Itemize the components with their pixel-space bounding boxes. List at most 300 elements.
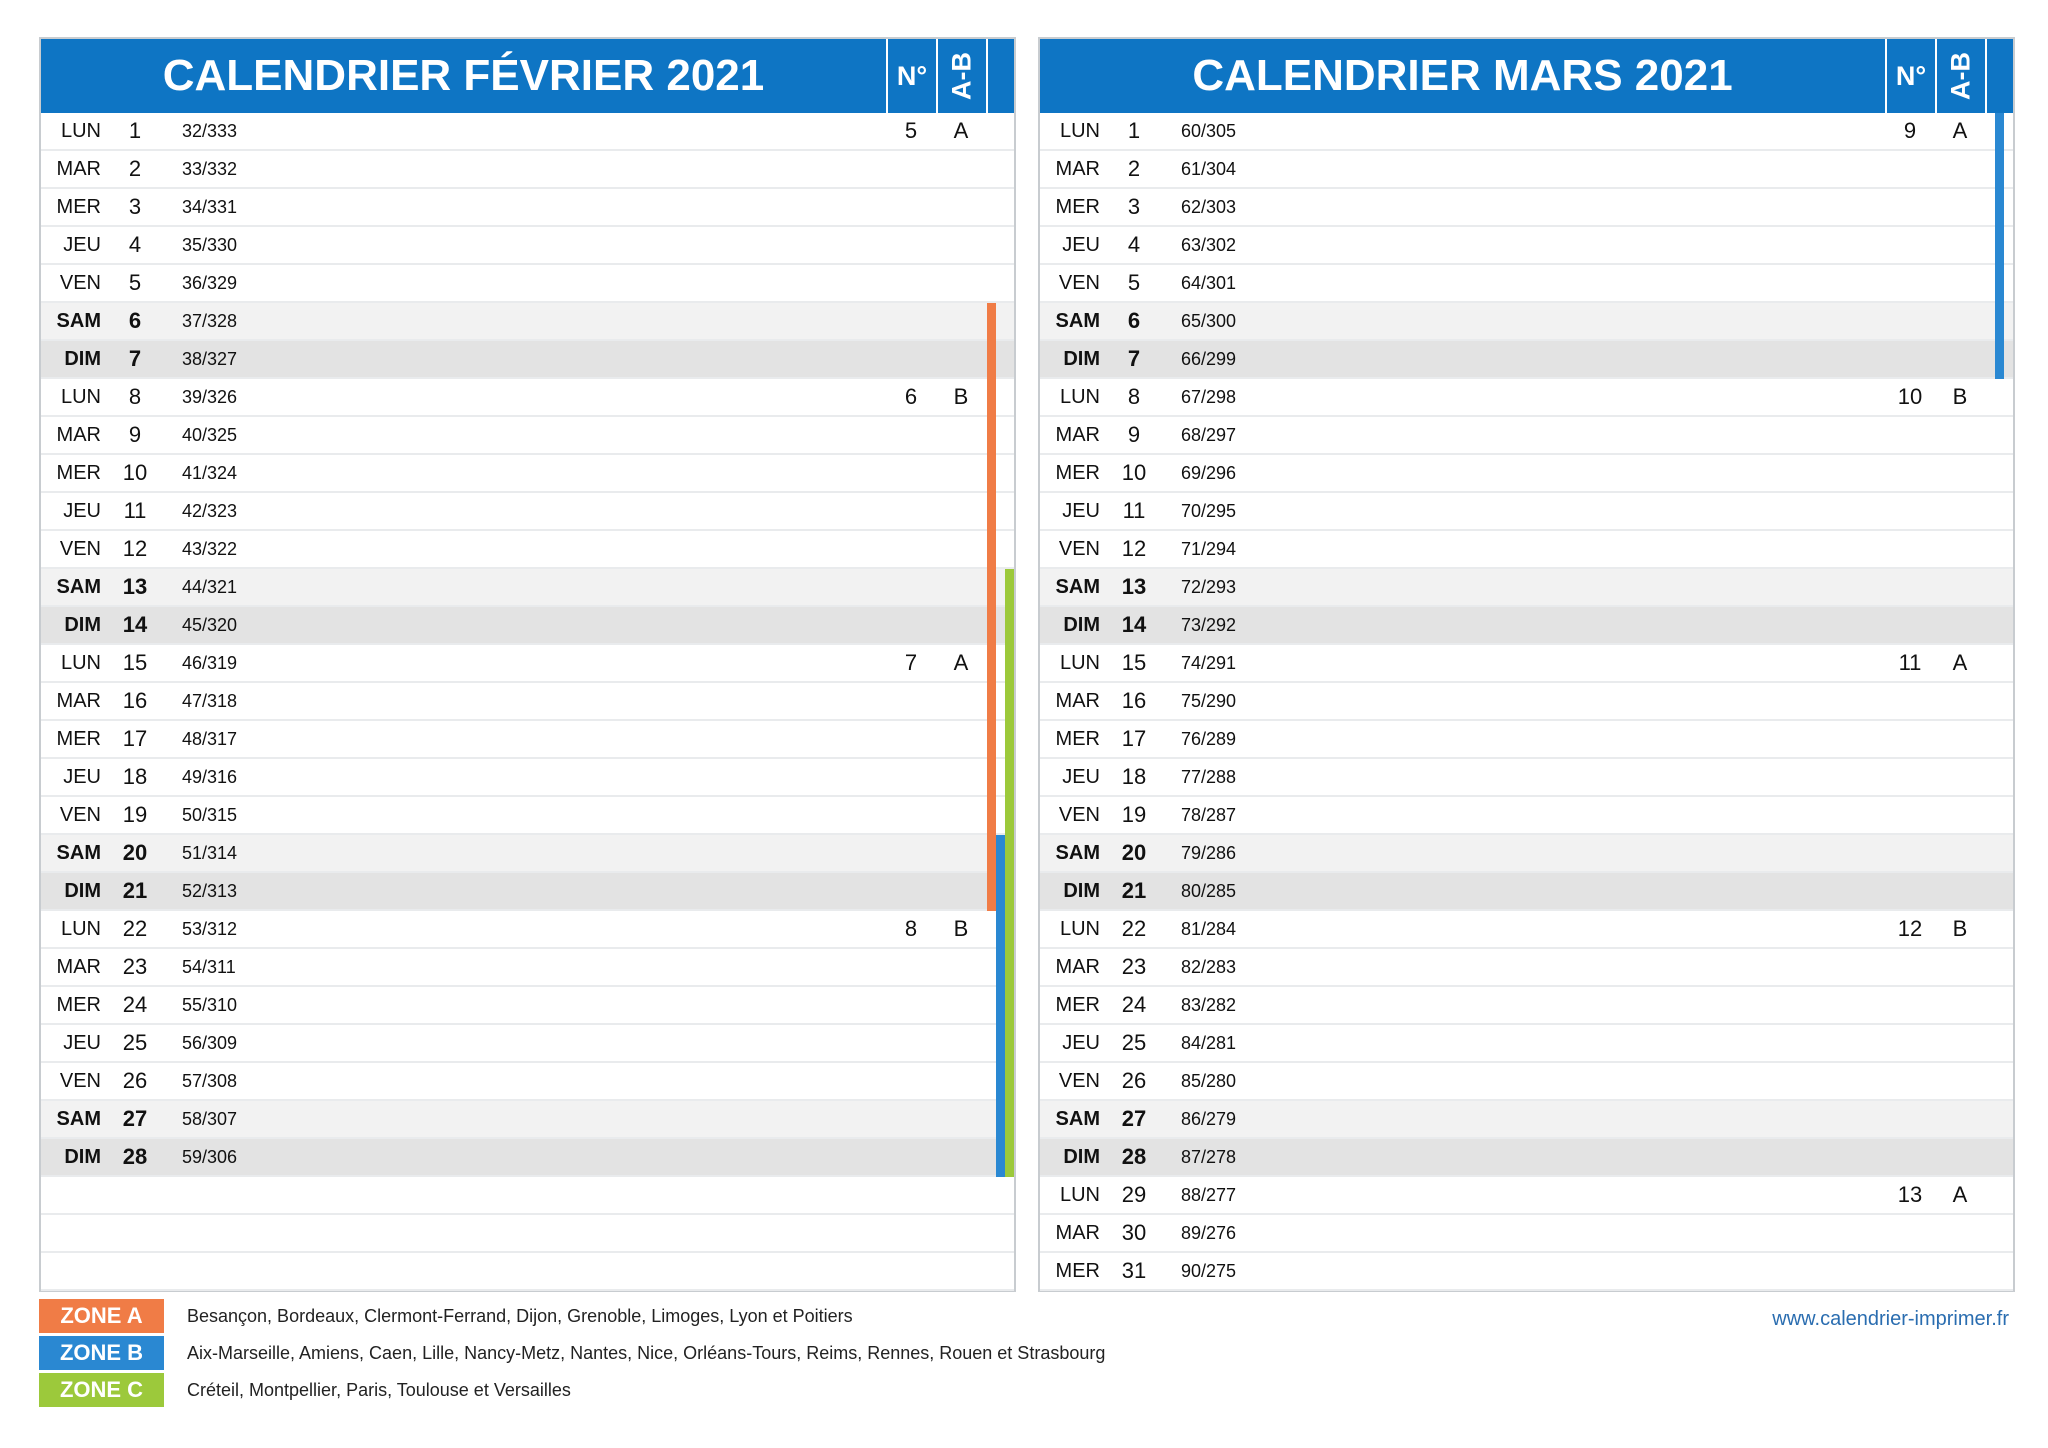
day-of-year: 62/303 — [1181, 197, 1237, 217]
week-number: 8 — [904, 916, 918, 941]
day-row — [41, 987, 1014, 1025]
day-row — [41, 873, 1014, 911]
day-of-year: 32/333 — [182, 121, 238, 141]
day-row — [41, 189, 1014, 227]
day-of-year: 88/277 — [1181, 1185, 1237, 1205]
week-number: 11 — [1898, 650, 1922, 675]
zone-a-holiday-bar — [987, 417, 996, 455]
day-of-year: 64/301 — [1181, 273, 1237, 293]
zone-c-holiday-bar — [1005, 1101, 1014, 1139]
zone-a-holiday-bar — [987, 303, 996, 341]
month-header — [1040, 39, 2013, 113]
day-of-year: 89/276 — [1181, 1223, 1237, 1243]
day-number: 20 — [122, 840, 148, 865]
day-number: 29 — [1121, 1182, 1147, 1207]
zone-c-holiday-bar — [1005, 759, 1014, 797]
day-number: 20 — [1121, 840, 1147, 865]
day-row — [41, 531, 1014, 569]
zone-b-holiday-bar — [996, 1139, 1005, 1177]
day-row — [1040, 645, 2013, 683]
day-name: DIM — [1063, 1146, 1100, 1168]
zone-a-holiday-bar — [987, 531, 996, 569]
day-of-year: 79/286 — [1181, 843, 1237, 863]
month-title: CALENDRIER FÉVRIER 2021 — [162, 51, 765, 100]
week-ab: A — [953, 650, 969, 675]
day-name: MAR — [1055, 690, 1100, 712]
day-number: 11 — [1122, 498, 1146, 523]
zone-b-holiday-bar — [996, 1025, 1005, 1063]
day-name: JEU — [1062, 234, 1100, 256]
day-of-year: 80/285 — [1181, 881, 1237, 901]
zone-a-holiday-bar — [987, 835, 996, 873]
day-row — [41, 1139, 1014, 1177]
day-number: 12 — [1121, 536, 1147, 561]
day-number: 2 — [1127, 156, 1141, 181]
zone-c-holiday-bar — [1005, 721, 1014, 759]
day-of-year: 83/282 — [1181, 995, 1237, 1015]
day-name: VEN — [1058, 538, 1100, 560]
day-name: MAR — [56, 690, 101, 712]
day-number: 16 — [122, 688, 148, 713]
day-number: 26 — [122, 1068, 148, 1093]
day-name: DIM — [64, 348, 101, 370]
day-of-year: 48/317 — [182, 729, 238, 749]
week-number: 5 — [904, 118, 918, 143]
day-number: 31 — [1121, 1258, 1147, 1283]
zone-column-header — [986, 39, 1016, 113]
day-row — [1040, 1025, 2013, 1063]
day-name: DIM — [1063, 348, 1100, 370]
day-row — [1040, 379, 2013, 417]
day-number: 10 — [122, 460, 148, 485]
empty-row — [41, 1177, 1014, 1215]
empty-row — [41, 1253, 1014, 1291]
day-of-year: 34/331 — [182, 197, 238, 217]
day-row — [41, 835, 1014, 873]
day-row — [1040, 721, 2013, 759]
day-row — [1040, 531, 2013, 569]
day-number: 5 — [128, 270, 142, 295]
day-name: VEN — [59, 1070, 101, 1092]
zone-a-holiday-bar — [987, 759, 996, 797]
zone-a-cities: Besançon, Bordeaux, Clermont-Ferrand, Dijon, Grenoble, Limoges, Lyon et Poitiers — [187, 1306, 853, 1326]
day-name: SAM — [1055, 842, 1100, 864]
zone-c-holiday-bar — [1005, 873, 1014, 911]
day-row — [1040, 493, 2013, 531]
day-of-year: 52/313 — [182, 881, 238, 901]
day-row — [1040, 341, 2013, 379]
zone-b-holiday-bar — [1995, 303, 2004, 341]
day-number: 3 — [1127, 194, 1141, 219]
day-number: 16 — [1121, 688, 1147, 713]
zone-a-holiday-bar — [987, 721, 996, 759]
calendar-month-february — [39, 37, 1016, 1292]
day-of-year: 38/327 — [182, 349, 238, 369]
zone-b-holiday-bar — [1995, 113, 2004, 151]
day-of-year: 85/280 — [1181, 1071, 1237, 1091]
day-number: 13 — [1121, 574, 1147, 599]
day-name: SAM — [56, 310, 101, 332]
day-row — [41, 1101, 1014, 1139]
zone-a-badge: ZONE A — [39, 1299, 164, 1333]
day-number: 30 — [1121, 1220, 1147, 1245]
zone-c-holiday-bar — [1005, 949, 1014, 987]
day-number: 12 — [122, 536, 148, 561]
day-row — [1040, 417, 2013, 455]
day-of-year: 71/294 — [1181, 539, 1237, 559]
day-name: MER — [56, 462, 101, 484]
week-ab: A — [1952, 1182, 1968, 1207]
day-name: MER — [1055, 728, 1100, 750]
day-row — [41, 493, 1014, 531]
day-of-year: 63/302 — [1181, 235, 1237, 255]
day-name: SAM — [56, 576, 101, 598]
day-number: 26 — [1121, 1068, 1147, 1093]
zone-b-badge: ZONE B — [39, 1336, 164, 1370]
day-of-year: 76/289 — [1181, 729, 1237, 749]
day-name: MAR — [1055, 424, 1100, 446]
day-row — [41, 949, 1014, 987]
day-number: 27 — [122, 1106, 148, 1131]
day-number: 24 — [122, 992, 148, 1017]
day-name: SAM — [1055, 310, 1100, 332]
day-row — [1040, 1253, 2013, 1291]
day-name: MER — [1055, 1260, 1100, 1282]
day-row — [41, 1063, 1014, 1101]
zone-b-holiday-bar — [996, 835, 1005, 873]
day-name: LUN — [1059, 120, 1100, 142]
day-of-year: 81/284 — [1181, 919, 1237, 939]
day-name: JEU — [63, 234, 101, 256]
day-of-year: 75/290 — [1181, 691, 1237, 711]
day-number: 7 — [1127, 346, 1141, 371]
day-row — [41, 645, 1014, 683]
day-number: 23 — [122, 954, 148, 979]
day-of-year: 86/279 — [1181, 1109, 1237, 1129]
day-row — [41, 379, 1014, 417]
day-number: 9 — [1127, 422, 1141, 447]
day-name: VEN — [59, 804, 101, 826]
day-name: MER — [1055, 196, 1100, 218]
zone-a-holiday-bar — [987, 569, 996, 607]
zone-a-holiday-bar — [987, 455, 996, 493]
day-number: 8 — [1127, 384, 1141, 409]
day-name: SAM — [1055, 1108, 1100, 1130]
day-name: VEN — [1058, 1070, 1100, 1092]
day-number: 11 — [123, 498, 147, 523]
day-name: MAR — [56, 956, 101, 978]
zone-a-holiday-bar — [987, 379, 996, 417]
day-of-year: 73/292 — [1181, 615, 1237, 635]
day-number: 6 — [1127, 308, 1141, 333]
week-ab-header: A-B — [936, 39, 986, 113]
day-of-year: 53/312 — [182, 919, 238, 939]
week-number: 6 — [904, 384, 918, 409]
zone-c-cities: Créteil, Montpellier, Paris, Toulouse et Versailles — [187, 1380, 571, 1400]
day-name: MER — [1055, 462, 1100, 484]
day-row — [1040, 949, 2013, 987]
day-number: 5 — [1127, 270, 1141, 295]
day-row — [41, 303, 1014, 341]
day-name: SAM — [56, 842, 101, 864]
day-row — [41, 569, 1014, 607]
zone-b-holiday-bar — [996, 911, 1005, 949]
day-number: 19 — [1121, 802, 1147, 827]
day-of-year: 43/322 — [182, 539, 238, 559]
day-name: MER — [56, 196, 101, 218]
day-row — [1040, 835, 2013, 873]
day-row — [1040, 227, 2013, 265]
day-name: LUN — [60, 120, 101, 142]
month-title: CALENDRIER MARS 2021 — [1192, 51, 1733, 100]
day-row — [1040, 1101, 2013, 1139]
zone-b-holiday-bar — [996, 1063, 1005, 1101]
day-name: SAM — [1055, 576, 1100, 598]
day-row — [41, 417, 1014, 455]
calendar-month-march — [1038, 37, 2015, 1292]
day-of-year: 39/326 — [182, 387, 238, 407]
day-number: 27 — [1121, 1106, 1147, 1131]
day-row — [1040, 759, 2013, 797]
week-ab-header: A-B — [1935, 39, 1985, 113]
day-row — [1040, 569, 2013, 607]
day-of-year: 72/293 — [1181, 577, 1237, 597]
day-number: 14 — [122, 612, 148, 637]
day-number: 21 — [122, 878, 148, 903]
day-row — [1040, 1177, 2013, 1215]
day-number: 1 — [128, 118, 142, 143]
day-name: JEU — [1062, 500, 1100, 522]
week-number-header: N° — [1885, 39, 1935, 113]
day-row — [41, 341, 1014, 379]
week-ab: A — [953, 118, 969, 143]
day-number: 10 — [1121, 460, 1147, 485]
day-of-year: 77/288 — [1181, 767, 1237, 787]
day-number: 22 — [1121, 916, 1147, 941]
day-of-year: 60/305 — [1181, 121, 1237, 141]
day-row — [1040, 455, 2013, 493]
day-of-year: 35/330 — [182, 235, 238, 255]
zone-c-holiday-bar — [1005, 645, 1014, 683]
zone-b-holiday-bar — [996, 949, 1005, 987]
website-link[interactable]: www.calendrier-imprimer.fr — [1772, 1308, 2009, 1330]
day-number: 15 — [1121, 650, 1147, 675]
day-name: MAR — [56, 158, 101, 180]
day-of-year: 50/315 — [182, 805, 238, 825]
day-of-year: 54/311 — [182, 957, 236, 977]
day-of-year: 87/278 — [1181, 1147, 1237, 1167]
zone-column-header — [1985, 39, 2015, 113]
day-number: 19 — [122, 802, 148, 827]
day-row — [1040, 987, 2013, 1025]
day-name: LUN — [1059, 386, 1100, 408]
day-row — [41, 265, 1014, 303]
day-number: 18 — [122, 764, 148, 789]
day-of-year: 36/329 — [182, 273, 238, 293]
day-name: VEN — [1058, 804, 1100, 826]
day-of-year: 56/309 — [182, 1033, 238, 1053]
week-number: 12 — [1897, 916, 1923, 941]
week-ab: A — [1952, 650, 1968, 675]
day-row — [41, 797, 1014, 835]
day-of-year: 33/332 — [182, 159, 238, 179]
day-name: DIM — [1063, 614, 1100, 636]
month-header — [41, 39, 1014, 113]
day-name: JEU — [63, 766, 101, 788]
zone-a-holiday-bar — [987, 645, 996, 683]
day-row — [41, 911, 1014, 949]
zone-c-holiday-bar — [1005, 1025, 1014, 1063]
day-row — [1040, 1139, 2013, 1177]
week-ab: B — [953, 916, 969, 941]
day-row — [41, 227, 1014, 265]
week-number: 10 — [1897, 384, 1923, 409]
day-name: LUN — [1059, 1184, 1100, 1206]
day-number: 28 — [122, 1144, 148, 1169]
day-number: 6 — [128, 308, 142, 333]
zone-b-holiday-bar — [996, 987, 1005, 1025]
zone-a-holiday-bar — [987, 797, 996, 835]
day-of-year: 70/295 — [1181, 501, 1237, 521]
day-name: LUN — [1059, 652, 1100, 674]
zone-b-holiday-bar — [1995, 189, 2004, 227]
day-row — [1040, 797, 2013, 835]
day-number: 17 — [1121, 726, 1147, 751]
week-number-header: N° — [886, 39, 936, 113]
day-number: 24 — [1121, 992, 1147, 1017]
day-row — [1040, 911, 2013, 949]
day-name: DIM — [1063, 880, 1100, 902]
day-of-year: 82/283 — [1181, 957, 1237, 977]
zone-b-holiday-bar — [996, 873, 1005, 911]
day-rows — [41, 113, 1014, 1291]
zone-c-holiday-bar — [1005, 569, 1014, 607]
week-ab: B — [953, 384, 969, 409]
day-row — [1040, 873, 2013, 911]
day-of-year: 69/296 — [1181, 463, 1237, 483]
week-number: 9 — [1903, 118, 1917, 143]
day-rows — [1040, 113, 2013, 1291]
day-of-year: 59/306 — [182, 1147, 238, 1167]
zone-a-holiday-bar — [987, 873, 996, 911]
day-name: DIM — [64, 614, 101, 636]
day-name: MER — [56, 728, 101, 750]
zone-a-holiday-bar — [987, 341, 996, 379]
zone-a-holiday-bar — [987, 683, 996, 721]
day-row — [41, 683, 1014, 721]
day-name: JEU — [1062, 1032, 1100, 1054]
day-number: 2 — [128, 156, 142, 181]
day-row — [1040, 303, 2013, 341]
day-of-year: 51/314 — [182, 843, 238, 863]
day-of-year: 61/304 — [1181, 159, 1237, 179]
week-ab: B — [1952, 384, 1968, 409]
day-of-year: 55/310 — [182, 995, 238, 1015]
day-number: 3 — [128, 194, 142, 219]
zone-c-badge: ZONE C — [39, 1373, 164, 1407]
day-number: 18 — [1121, 764, 1147, 789]
day-row — [41, 721, 1014, 759]
day-of-year: 44/321 — [182, 577, 238, 597]
day-of-year: 84/281 — [1181, 1033, 1237, 1053]
day-of-year: 58/307 — [182, 1109, 238, 1129]
day-number: 22 — [122, 916, 148, 941]
day-of-year: 41/324 — [182, 463, 238, 483]
day-number: 4 — [1127, 232, 1141, 257]
day-of-year: 46/319 — [182, 653, 238, 673]
day-name: MER — [56, 994, 101, 1016]
day-of-year: 65/300 — [1181, 311, 1237, 331]
day-of-year: 45/320 — [182, 615, 238, 635]
day-name: LUN — [60, 652, 101, 674]
day-of-year: 47/318 — [182, 691, 238, 711]
day-name: VEN — [1058, 272, 1100, 294]
day-name: LUN — [60, 918, 101, 940]
day-row — [1040, 113, 2013, 151]
day-number: 8 — [128, 384, 142, 409]
day-name: JEU — [63, 500, 101, 522]
day-of-year: 57/308 — [182, 1071, 238, 1091]
day-row — [1040, 1063, 2013, 1101]
zone-b-holiday-bar — [1995, 151, 2004, 189]
day-of-year: 66/299 — [1181, 349, 1237, 369]
day-number: 25 — [1121, 1030, 1147, 1055]
zone-c-holiday-bar — [1005, 1063, 1014, 1101]
day-row — [41, 759, 1014, 797]
day-name: VEN — [59, 272, 101, 294]
day-row — [1040, 189, 2013, 227]
day-of-year: 68/297 — [1181, 425, 1237, 445]
day-number: 13 — [122, 574, 148, 599]
week-ab: A — [1952, 118, 1968, 143]
day-name: MER — [1055, 994, 1100, 1016]
day-of-year: 37/328 — [182, 311, 238, 331]
day-number: 23 — [1121, 954, 1147, 979]
zone-b-holiday-bar — [1995, 265, 2004, 303]
zone-c-holiday-bar — [1005, 987, 1014, 1025]
day-of-year: 74/291 — [1181, 653, 1237, 673]
day-name: VEN — [59, 538, 101, 560]
day-row — [41, 113, 1014, 151]
zone-c-holiday-bar — [1005, 683, 1014, 721]
day-of-year: 67/298 — [1181, 387, 1237, 407]
day-number: 15 — [122, 650, 148, 675]
zone-b-holiday-bar — [996, 1101, 1005, 1139]
day-number: 4 — [128, 232, 142, 257]
day-row — [1040, 151, 2013, 189]
zone-c-holiday-bar — [1005, 1139, 1014, 1177]
day-of-year: 78/287 — [1181, 805, 1237, 825]
day-number: 14 — [1121, 612, 1147, 637]
day-row — [1040, 265, 2013, 303]
day-name: JEU — [63, 1032, 101, 1054]
day-of-year: 49/316 — [182, 767, 238, 787]
day-name: DIM — [64, 1146, 101, 1168]
day-number: 17 — [122, 726, 148, 751]
day-number: 9 — [128, 422, 142, 447]
day-name: MAR — [1055, 956, 1100, 978]
zone-b-holiday-bar — [1995, 341, 2004, 379]
zone-b-cities: Aix-Marseille, Amiens, Caen, Lille, Nancy-Metz, Nantes, Nice, Orléans-Tours, Reims, Rennes, Rouen et Strasbourg — [187, 1343, 1106, 1363]
zone-c-holiday-bar — [1005, 835, 1014, 873]
day-of-year: 90/275 — [1181, 1261, 1237, 1281]
day-row — [41, 151, 1014, 189]
day-row — [1040, 683, 2013, 721]
day-number: 21 — [1121, 878, 1147, 903]
day-name: JEU — [1062, 766, 1100, 788]
week-number: 7 — [904, 650, 918, 675]
day-row — [41, 1025, 1014, 1063]
